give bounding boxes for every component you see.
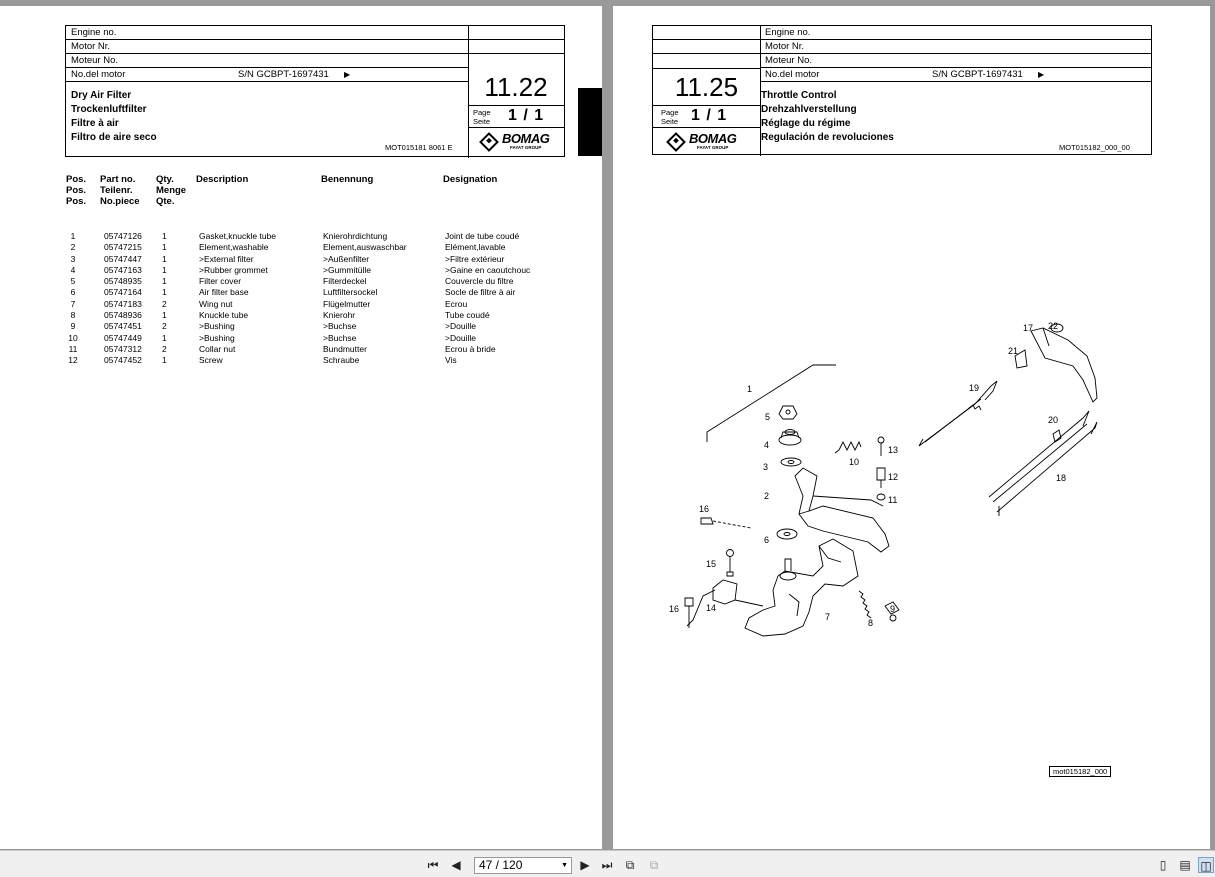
cell-de: >Buchse <box>323 321 357 332</box>
continuous-view-icon[interactable]: ▤ <box>1179 858 1191 872</box>
col-description: Description <box>196 174 249 185</box>
right-motor-nr: Motor Nr. <box>760 40 1151 54</box>
callout-number: 19 <box>969 383 980 393</box>
callout-number: 13 <box>888 445 899 455</box>
chevron-down-icon: ▼ <box>561 862 568 869</box>
cell-pos: 11 <box>68 343 78 354</box>
callout-number: 14 <box>706 603 717 613</box>
cell-fr: Couvercle du filtre <box>445 276 514 287</box>
cell-fr: >Gaine en caoutchouc <box>445 264 531 275</box>
left-no-del-motor: No.del motor S/N GCBPT-1697431 ▶ <box>66 68 468 82</box>
right-title-es: Regulación de revoluciones <box>761 132 894 143</box>
section-tab-marker <box>578 88 602 156</box>
right-page <box>613 6 1210 849</box>
cell-part: 05747126 <box>104 231 142 241</box>
callout-number: 9 <box>890 604 896 614</box>
cell-pos: 3 <box>70 253 76 264</box>
left-title-de: Trockenluftfilter <box>71 104 147 115</box>
callout-number: 8 <box>868 618 874 628</box>
right-page-label: Page Seite <box>661 108 679 126</box>
right-moteur-no: Moteur No. <box>760 54 1151 68</box>
cell-part: 05747447 <box>104 253 142 264</box>
callout-number: 18 <box>1056 473 1067 483</box>
cell-de: Filterdeckel <box>323 276 367 287</box>
cell-qty: 1 <box>162 276 167 287</box>
left-serial: S/N GCBPT-1697431 <box>238 69 329 80</box>
cell-pos: 7 <box>70 298 76 309</box>
right-title-de: Drehzahlverstellung <box>761 104 857 115</box>
next-page-icon[interactable]: ▶ <box>580 858 590 872</box>
cell-qty: 1 <box>162 253 167 264</box>
cell-part: 05747164 <box>104 287 142 298</box>
copy-page-icon[interactable]: ⧉ <box>625 858 635 872</box>
cell-de: Schraube <box>323 355 360 366</box>
exploded-parts-drawing <box>613 6 1210 849</box>
right-page-fraction: 1 / 1 <box>691 107 728 124</box>
cell-fr: Socle de filtre à air <box>445 287 516 298</box>
cell-pos: 2 <box>70 242 76 253</box>
left-page-label: Page Seite <box>473 108 491 126</box>
left-title-en: Dry Air Filter <box>71 90 132 101</box>
cell-fr: Ecrou <box>445 298 468 309</box>
cell-part: 05747449 <box>104 332 142 343</box>
col-part: Part no. Teilenr. No.piece <box>100 174 140 207</box>
col-benennung: Benennung <box>321 174 374 185</box>
cell-qty: 1 <box>162 332 167 343</box>
bomag-diamond-icon <box>479 132 499 152</box>
right-serial: S/N GCBPT-1697431 <box>932 69 1023 80</box>
cell-pos: 6 <box>70 287 76 298</box>
cell-qty: 2 <box>162 321 167 332</box>
cell-qty: 1 <box>162 287 167 298</box>
cell-fr: Vis <box>445 355 457 366</box>
callout-number: 1 <box>747 384 753 394</box>
left-section-number: 11.22 <box>484 72 548 102</box>
left-doc-id: MOT015181 8061 E <box>385 143 453 152</box>
left-header-box <box>65 25 565 157</box>
left-motor-nr: Motor Nr. <box>66 40 468 54</box>
col-designation: Designation <box>443 174 498 185</box>
cell-de: >Gummitülle <box>323 264 371 275</box>
cell-en: Filter cover <box>199 276 242 287</box>
col-pos: Pos. Pos. Pos. <box>66 174 87 207</box>
cell-part: 05748935 <box>104 276 142 287</box>
cell-qty: 1 <box>162 310 167 321</box>
cell-en: Element,washable <box>199 242 269 253</box>
callout-number: 6 <box>764 535 770 545</box>
cell-qty: 1 <box>162 231 167 241</box>
cell-fr: >Douille <box>445 321 476 332</box>
two-page-view-icon[interactable]: ◫ <box>1198 857 1214 873</box>
left-engine-no: Engine no. <box>66 26 468 40</box>
left-page <box>0 6 602 849</box>
cell-en: Collar nut <box>199 343 236 354</box>
cell-de: Flügelmutter <box>323 298 371 309</box>
cell-fr: Joint de tube coudé <box>445 231 520 241</box>
cell-en: Screw <box>199 355 223 366</box>
right-title-fr: Réglage du régime <box>761 118 851 129</box>
cell-en: >External filter <box>199 253 254 264</box>
cell-de: Knierohr <box>323 310 356 321</box>
left-serial-arrow: ▶ <box>344 70 351 79</box>
callout-number: 16 <box>699 504 710 514</box>
right-section-number: 11.25 <box>674 72 739 102</box>
cell-part: 05747451 <box>104 321 142 332</box>
right-engine-no: Engine no. <box>760 26 1151 40</box>
callout-number: 4 <box>764 440 770 450</box>
cell-de: >Buchse <box>323 332 357 343</box>
cell-en: >Bushing <box>199 321 235 332</box>
cell-pos: 5 <box>70 276 76 287</box>
page-number-select[interactable] <box>474 857 572 874</box>
cell-part: 05748936 <box>104 310 142 321</box>
paste-page-icon[interactable]: ⧉ <box>649 858 659 872</box>
cell-fr: Ecrou à bride <box>445 343 496 354</box>
last-page-icon[interactable]: ⏭ <box>601 858 613 872</box>
right-title-en: Throttle Control <box>761 90 837 101</box>
cell-fr: >Douille <box>445 332 476 343</box>
cell-en: Knuckle tube <box>199 310 249 321</box>
cell-en: >Bushing <box>199 332 235 343</box>
cell-pos: 9 <box>70 321 76 332</box>
right-serial-arrow: ▶ <box>1038 70 1045 79</box>
cell-de: Knierohrdichtung <box>323 231 388 241</box>
left-title-es: Filtro de aire seco <box>71 132 157 143</box>
callout-number: 20 <box>1048 415 1059 425</box>
cell-part: 05747163 <box>104 264 142 275</box>
callout-number: 3 <box>763 462 769 472</box>
left-moteur-no: Moteur No. <box>66 54 468 68</box>
cell-pos: 8 <box>70 310 76 321</box>
callout-number: 16 <box>669 604 680 614</box>
cell-part: 05747312 <box>104 343 142 354</box>
callout-number: 12 <box>888 472 899 482</box>
col-qty: Qty. Menge Qte. <box>156 174 187 207</box>
cell-de: >Außenfilter <box>323 253 370 264</box>
single-page-view-icon[interactable]: ▯ <box>1159 858 1167 872</box>
callout-number: 11 <box>888 495 898 505</box>
cell-fr: Tube coudé <box>445 310 490 321</box>
cell-qty: 2 <box>162 343 167 354</box>
cell-pos: 12 <box>68 355 78 366</box>
callout-number: 21 <box>1008 346 1019 356</box>
callout-number: 10 <box>849 457 860 467</box>
left-page-fraction: 1 / 1 <box>508 107 545 124</box>
right-doc-id: MOT015182_000_00 <box>1059 143 1130 152</box>
left-bomag-logo: BOMAG FAYAT GROUP <box>482 133 549 150</box>
cell-fr: Elément,lavable <box>445 242 506 253</box>
callout-number: 17 <box>1023 323 1034 333</box>
cell-qty: 1 <box>162 264 167 275</box>
viewer-toolbar <box>0 850 1215 877</box>
cell-qty: 1 <box>162 355 167 366</box>
cell-pos: 10 <box>68 332 78 343</box>
cell-en: Wing nut <box>199 298 233 309</box>
cell-en: >Rubber grommet <box>199 264 268 275</box>
cell-de: Element,auswaschbar <box>323 242 407 253</box>
callout-number: 7 <box>825 612 831 622</box>
cell-part: 05747183 <box>104 298 142 309</box>
cell-en: Air filter base <box>199 287 249 298</box>
first-page-icon[interactable]: ⏮ <box>427 858 439 872</box>
cell-part: 05747215 <box>104 242 142 253</box>
cell-pos: 4 <box>70 264 76 275</box>
callout-number: 5 <box>765 412 771 422</box>
right-no-del-motor: No.del motor S/N GCBPT-1697431 ▶ <box>760 68 1151 82</box>
cell-de: Bundmutter <box>323 343 367 354</box>
prev-page-icon[interactable]: ◀ <box>451 858 461 872</box>
cell-fr: >Filtre extérieur <box>445 253 505 264</box>
left-title-fr: Filtre à air <box>71 118 119 129</box>
right-bomag-logo: BOMAG FAYAT GROUP <box>669 133 736 150</box>
page-indicator: 47 / 120 <box>479 858 523 872</box>
callout-number: 15 <box>706 559 717 569</box>
cell-part: 05747452 <box>104 355 142 366</box>
image-reference-tag: mot015182_000 <box>1049 766 1111 777</box>
callout-number: 2 <box>764 491 770 501</box>
cell-de: Luftfiltersockel <box>323 287 378 298</box>
cell-qty: 2 <box>162 298 167 309</box>
cell-qty: 1 <box>162 242 167 253</box>
callout-number: 22 <box>1048 321 1059 331</box>
cell-pos: 1 <box>70 231 76 241</box>
cell-en: Gasket,knuckle tube <box>199 231 277 241</box>
